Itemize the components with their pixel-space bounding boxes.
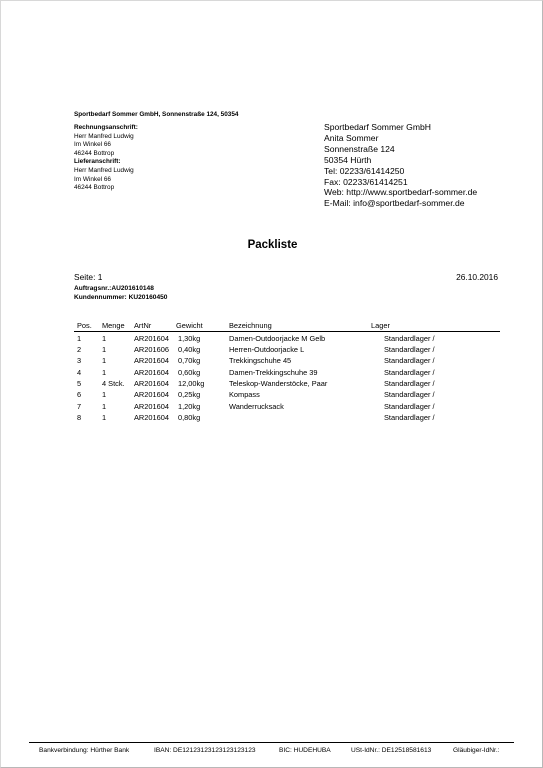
cell-gewicht: 0,40kg: [178, 345, 201, 355]
sender-return-line: Sportbedarf Sommer GmbH, Sonnenstraße 124, 50354: [74, 111, 239, 118]
company-line: Tel: 02233/61414250: [324, 165, 405, 176]
billing-line: 46244 Bottrop: [74, 149, 115, 157]
cell-menge: 1: [102, 345, 107, 355]
cell-menge: 1: [102, 333, 107, 343]
cell-lager: Standardlager /: [384, 390, 435, 400]
header-pos: Pos.: [77, 321, 92, 330]
cell-lager: Standardlager /: [384, 345, 435, 355]
cell-pos: 2: [77, 345, 82, 355]
cell-lager: Standardlager /: [384, 401, 435, 411]
cell-bezeichnung: Damen-Outdoorjacke M Gelb: [229, 333, 326, 343]
cell-menge: 1: [102, 367, 107, 377]
cell-lager: Standardlager /: [384, 356, 435, 366]
header-lager: Lager: [371, 321, 390, 330]
table-row: [74, 368, 500, 379]
cell-menge: 4 Stck.: [102, 378, 125, 388]
header-gewicht: Gewicht: [176, 321, 203, 330]
company-line: Sonnenstraße 124: [324, 143, 395, 154]
cell-lager: Standardlager /: [384, 412, 435, 422]
cell-artnr: AR201604: [134, 378, 169, 388]
cell-gewicht: 0,60kg: [178, 367, 201, 377]
table-row: [74, 390, 500, 401]
company-line: 50354 Hürth: [324, 154, 372, 165]
table-header-row: [74, 321, 500, 332]
cell-artnr: AR201604: [134, 356, 169, 366]
footer-bic: BIC: HUDEHUBA: [279, 747, 331, 754]
cell-pos: 5: [77, 378, 82, 388]
footer-glaeubiger: Gläubiger-IdNr.:: [453, 747, 500, 754]
cell-gewicht: 1,20kg: [178, 401, 201, 411]
cell-gewicht: 0,80kg: [178, 412, 201, 422]
cell-artnr: AR201604: [134, 412, 169, 422]
table-row: [74, 356, 500, 367]
cell-bezeichnung: Teleskop-Wanderstöcke, Paar: [229, 378, 328, 388]
cell-artnr: AR201604: [134, 401, 169, 411]
cell-bezeichnung: Damen-Trekkingschuhe 39: [229, 367, 318, 377]
footer-ust: USt-IdNr.: DE12518581613: [351, 747, 432, 754]
header-artnr: ArtNr: [134, 321, 152, 330]
company-email-link[interactable]: E-Mail: info@sportbedarf-sommer.de: [324, 198, 465, 209]
footer-iban: IBAN: DE12123123123123123123: [154, 747, 256, 754]
order-number: Auftragsnr.:AU201610148: [74, 285, 154, 292]
company-contact-block: [324, 122, 524, 209]
billing-heading: Rechnungsanschrift:: [74, 124, 138, 131]
cell-gewicht: 1,30kg: [178, 333, 201, 343]
cell-pos: 7: [77, 401, 82, 411]
cell-artnr: AR201604: [134, 333, 169, 343]
company-web-link[interactable]: Web: http://www.sportbedarf-sommer.de: [324, 187, 478, 198]
cell-artnr: AR201606: [134, 345, 169, 355]
cell-bezeichnung: Kompass: [229, 390, 260, 400]
table-row: [74, 413, 500, 424]
cell-pos: 1: [77, 333, 82, 343]
cell-bezeichnung: Trekkingschuhe 45: [229, 356, 292, 366]
cell-menge: 1: [102, 356, 107, 366]
cell-gewicht: 0,70kg: [178, 356, 201, 366]
company-line: Fax: 02233/61414251: [324, 176, 408, 187]
delivery-line: Herr Manfred Ludwig: [74, 166, 134, 174]
cell-lager: Standardlager /: [384, 333, 435, 343]
cell-artnr: AR201604: [134, 390, 169, 400]
table-row: [74, 345, 500, 356]
cell-menge: 1: [102, 412, 107, 422]
header-bezeichnung: Bezeichnung: [229, 321, 272, 330]
cell-gewicht: 12,00kg: [178, 378, 205, 388]
footer-divider: [29, 742, 514, 743]
page-number: Seite: 1: [74, 272, 103, 282]
company-line: Sportbedarf Sommer GmbH: [324, 122, 431, 132]
table-row: [74, 402, 500, 413]
header-menge: Menge: [102, 321, 125, 330]
delivery-heading: Lieferanschrift:: [74, 158, 121, 166]
table-row: [74, 379, 500, 390]
cell-pos: 3: [77, 356, 82, 366]
cell-menge: 1: [102, 390, 107, 400]
cell-bezeichnung: Wanderrucksack: [229, 401, 284, 411]
customer-number: Kundennummer: KU20160450: [74, 294, 168, 301]
cell-menge: 1: [102, 401, 107, 411]
delivery-line: 46244 Bottrop: [74, 184, 115, 192]
cell-pos: 6: [77, 390, 82, 400]
table-row: [74, 334, 500, 345]
footer-bank: Bankverbindung: Hürther Bank: [39, 747, 130, 754]
cell-lager: Standardlager /: [384, 378, 435, 388]
company-line: Anita Sommer: [324, 132, 379, 143]
cell-gewicht: 0,25kg: [178, 390, 201, 400]
delivery-line: Im Winkel 66: [74, 175, 111, 183]
cell-pos: 4: [77, 367, 82, 377]
document-title: Packliste: [247, 239, 298, 251]
recipient-address-block: [74, 124, 244, 193]
packing-table: [74, 321, 500, 424]
cell-artnr: AR201604: [134, 367, 169, 377]
billing-line: Im Winkel 66: [74, 141, 111, 149]
cell-pos: 8: [77, 412, 82, 422]
cell-lager: Standardlager /: [384, 367, 435, 377]
billing-line: Herr Manfred Ludwig: [74, 132, 134, 140]
document-date: 26.10.2016: [456, 272, 498, 282]
cell-bezeichnung: Herren-Outdoorjacke L: [229, 345, 305, 355]
